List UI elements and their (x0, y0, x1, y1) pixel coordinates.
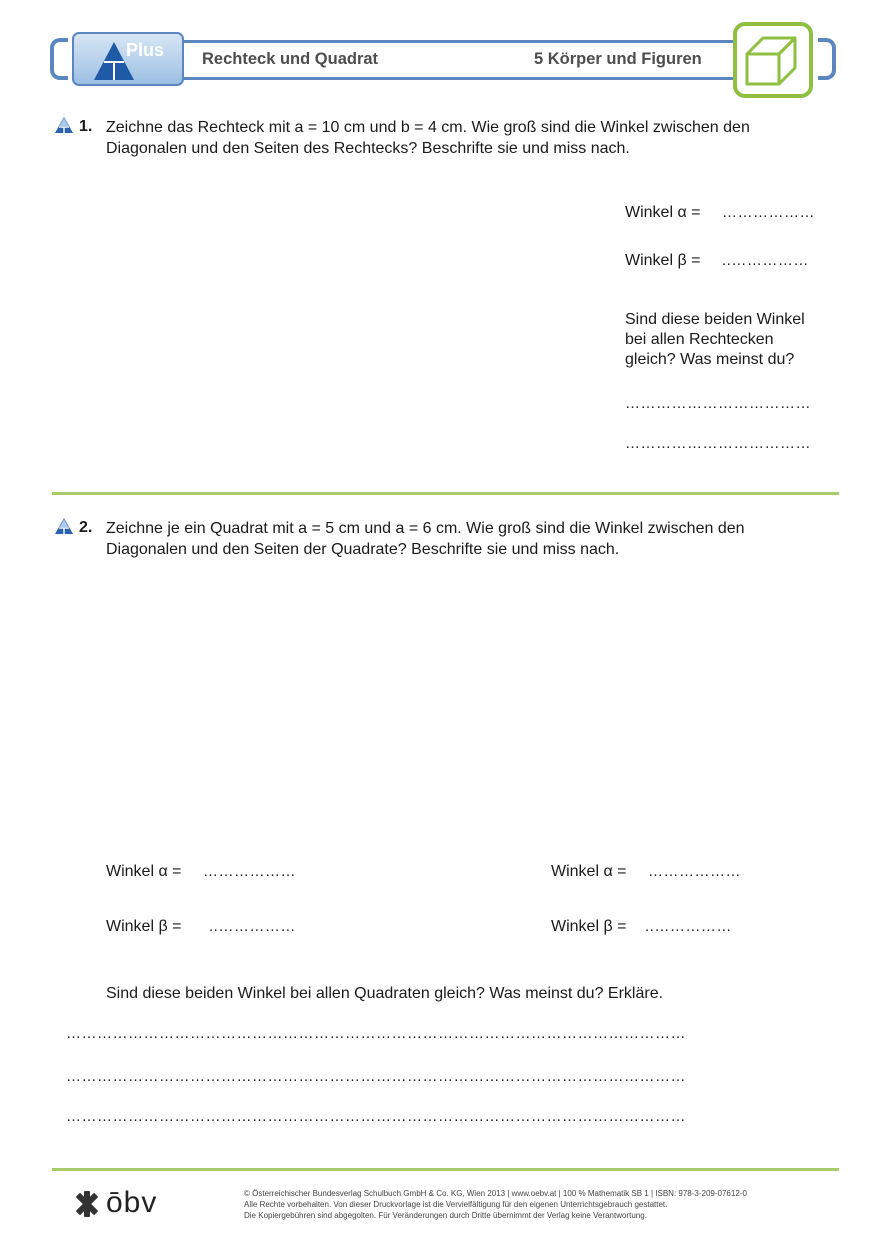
task-2-answer-line-1[interactable]: ………………………………………………………………………………………………………… (66, 1025, 686, 1042)
task-2-text-line-1: Zeichne je ein Quadrat mit a = 5 cm und a = 6 cm. Wie groß sind die Winkel zwischen den (106, 520, 745, 537)
header-bracket-left (50, 38, 68, 80)
footer-copyright: © Österreichischer Bundesverlag Schulbuch GmbH & Co. KG, Wien 2013 | www.oebv.at | 100 % Mathematik SB 1 | ISBN: 978-3-209-07612-0 (244, 1189, 747, 1198)
task-2-text-line-2: Diagonalen und den Seiten der Quadrate? Beschrifte sie und miss nach. (106, 541, 620, 558)
page-title: Rechteck und Quadrat (202, 50, 379, 68)
task-1-question-line-1: Sind diese beiden Winkel (625, 311, 805, 328)
task-1-answer-line-2[interactable]: ……………………………… (625, 435, 811, 452)
task-2-question: Sind diese beiden Winkel bei allen Quadraten gleich? Was meinst du? Erkläre. (106, 985, 664, 1002)
difficulty-pyramid-icon (54, 517, 74, 535)
cube-icon (737, 26, 809, 94)
cube-chapter-logo (733, 22, 813, 98)
task-1-beta-answer[interactable]: ..…………… (722, 252, 809, 269)
task-1-answer-line-1[interactable]: ……………………………… (625, 395, 811, 412)
task-2-answer-line-2[interactable]: ………………………………………………………………………………………………………… (66, 1068, 686, 1085)
task-1-question-line-2: bei allen Rechtecken (625, 331, 774, 348)
task-2-right-beta-label: Winkel β = (551, 918, 627, 935)
task-1-text-line-2: Diagonalen und den Seiten des Rechtecks? Beschrifte sie und miss nach. (106, 140, 630, 157)
header-bracket-right (818, 38, 836, 80)
task-1-text-line-1: Zeichne das Rechteck mit a = 10 cm und b = 4 cm. Wie groß sind die Winkel zwischen den (106, 119, 750, 136)
footer-divider (52, 1168, 839, 1171)
task-2-left-alpha-label: Winkel α = (106, 863, 182, 880)
task-2-number: 2. (79, 519, 93, 536)
task-1-beta-label: Winkel β = (625, 252, 701, 269)
task-1-alpha-label: Winkel α = (625, 204, 701, 221)
task-2-left-beta-answer[interactable]: ..…………… (209, 918, 296, 935)
task-1-alpha-answer[interactable]: ……………… (722, 204, 815, 221)
task-2-answer-line-3[interactable]: ………………………………………………………………………………………………………… (66, 1108, 686, 1125)
task-2-left-alpha-answer[interactable]: ……………… (203, 863, 296, 880)
task-1-number: 1. (79, 118, 93, 135)
task-1-question-line-3: gleich? Was meinst du? (625, 351, 795, 368)
publisher-logo: ōbv (106, 1186, 158, 1219)
section-divider (52, 492, 839, 495)
task-2-right-alpha-answer[interactable]: ……………… (648, 863, 741, 880)
logo-plus-text: Plus (126, 40, 165, 60)
task-2-right-alpha-label: Winkel α = (551, 863, 627, 880)
footer-rights: Alle Rechte vorbehalten. Von dieser Druckvorlage ist die Vervielfältigung für den eigenen Unterrichtsgebrauch gestattet. (244, 1200, 668, 1209)
chapter-title: 5 Körper und Figuren (534, 50, 702, 68)
obv-logo-icon (72, 1189, 102, 1219)
footer-disclaimer: Die Kopiergebühren sind abgegolten. Für Veränderungen durch Dritte übernimmt der Verlag keine Verantwortung. (244, 1211, 647, 1220)
task-2-right-beta-answer[interactable]: ..…………… (645, 918, 732, 935)
task-2-left-beta-label: Winkel β = (106, 918, 182, 935)
difficulty-pyramid-icon (54, 116, 74, 134)
